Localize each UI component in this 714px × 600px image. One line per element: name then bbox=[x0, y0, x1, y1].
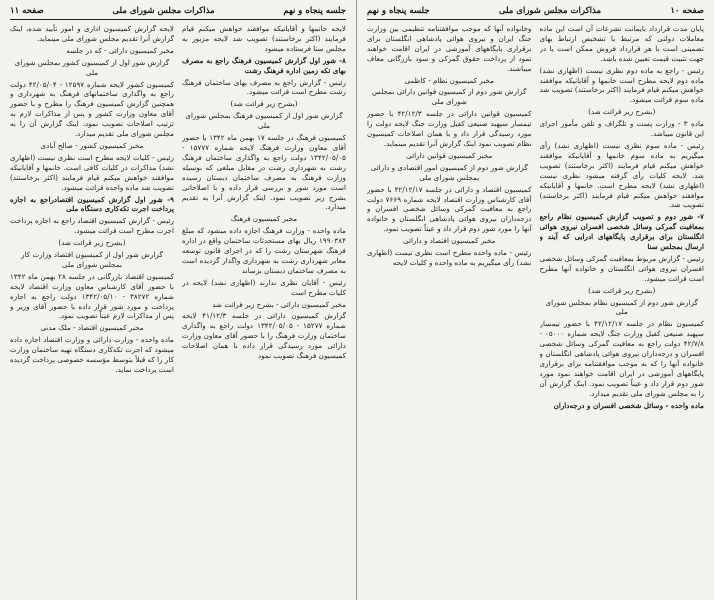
centered-line: مخبر کمیسیون کشور - صالح آبادی bbox=[40, 140, 144, 150]
right-page-header bbox=[367, 6, 704, 20]
centered-line: مخبر کمیسیون فرهنگ bbox=[230, 214, 298, 224]
paragraph: وخانواده آنها که موجب موافقتنامه تنظیمی بین وزارت جنگ ایران و نیروی هوائی پادشاهی انگلستان برای برقراری پایگاههای آموزشی در ایران اقامت خواهند نمود از پرداخت حقوق گمرکی و سود بازرگانی معاف میباشند. bbox=[367, 24, 532, 73]
centered-line: (بشرح زیر قرائت شد) bbox=[588, 107, 656, 117]
centered-line: مخبر کمیسیون اقتصاد - ملک مدنی bbox=[40, 323, 144, 333]
centered-line: (بشرح زیر قرائت شد) bbox=[58, 238, 126, 248]
centered-line: گزارش شور اول از کمیسیون فرهنگ بمجلس شورای ملی bbox=[185, 111, 343, 131]
left-page-right-column bbox=[182, 24, 346, 589]
paragraph: ماده واحده - وزارت دارائی و وزارت اقتصاد اجازه داده میشود که اجرت تکه‌کاری دستگاه تهیه ساختمان وزارت کار را که قبلاً بتوسط مؤسسه خصوصی پرداخت گردیده است پرداخت نماید. bbox=[10, 335, 174, 374]
left-page-header bbox=[10, 6, 346, 20]
paragraph: ماده ۳ - وزارت پست و تلگراف و تلفن مأمور اجرای این قانون میباشد. bbox=[539, 119, 704, 139]
section-heading: ماده واحده - وسائل شخصی افسران و درجه‌داران bbox=[553, 400, 704, 410]
centered-line: گزارش شور اول از کمیسیون اقتصاد وزارت کار بمجلس شورای ملی bbox=[21, 250, 163, 269]
centered-line: (بشرح زیر قرائت شد) bbox=[230, 99, 298, 109]
paragraph: رئیس - کلیات لایحه مطرح است نظری نیست (اظهاری نشد) مذاکرات در کلیات کافی است. خانمها و آقایانیکه موافقند خواهش میکنم قیام فرمایند (اکثر برخاستند) تصویب شد ماده واحده قرائت میشود. bbox=[10, 152, 174, 192]
left-page-number: صفحه ۱۱ bbox=[10, 6, 44, 16]
paragraph: رئیس - گزارش راجع به مصرف بهای ساختمان فرهنگ رشت مطرح است قرائت میشود. bbox=[182, 77, 346, 97]
right-session-title: جلسه پنجاه و نهم bbox=[367, 6, 430, 16]
centered-line: گزارش شور دوم از کمیسیون امور اقتصادی و دارائی بمجلس شورای ملی bbox=[370, 162, 528, 182]
paragraph: کمیسیون اقتصاد و دارائی در جلسه ۴۲/۱۲/۱۷ با حضور آقای کارشناس وزارت اقتصاد لایحه شماره ۷۶۶۹ دولت راجع به معافیت گمرکی وسائل شخصی افسران و درجه‌داران نیروی هوائی پادشاهی انگلستان و خانواده آنها را مورد شور دوم قرار داد و عیناً تصویب نمود. bbox=[367, 184, 532, 234]
paragraph: لایحه خانمها و آقایانیکه موافقند خواهش میکنم قیام فرمایند (اکثر برخاستند) تصویب شد لایحه مزبور به مجلس سنا فرستاده میشود bbox=[182, 24, 346, 53]
paragraph: رئیس - ماده واحده مطرح است نظری نیست (اظهاری نشد) رأی میگیریم به ماده واحده و کلیات لایحه bbox=[367, 248, 532, 267]
section-heading: ۷- شور دوم و تصویب گزارش کمیسیون نظام راجع بمعافیت گمرکی وسائل شخصی افسران نیروی هوائی انگلستان برای برقراری پایگاههای ادرایی که آیند و ارسال بمجلس سنا bbox=[539, 212, 704, 252]
left-page-left-column bbox=[10, 24, 174, 589]
paragraph: رئیس - راجع به ماده دوم نظری نیست (اظهاری نشد) ماده دوم لایحه مطرح است خانمها و آقایانیکه موافقند خواهش میکنم قیام فرمایند (اکثر برخاستند) تصویب شد ماده سوم قرائت میشود. bbox=[539, 65, 704, 105]
paragraph: رئیس - گزارش کمیسیون اقتصاد راجع به اجازه پرداخت اجرت مطرح است قرائت میشود. bbox=[10, 216, 174, 236]
paragraph: گزارش کمیسیون دارائی در جلسه ۴۱/۱۲/۳ لایحه شماره ۱۵۲۷۷ - ۱۳۴۲/۰۵/۰۵ دولت راجع به واگذاری ساختمان وزارت فرهنگ را با حضور آقای معاون وزارت دارائی مورد رسیدگی قرار داده با همان اصلاحات کمیسیون فرهنگ تصویب نمود bbox=[182, 311, 346, 361]
left-page-columns bbox=[10, 24, 346, 589]
centered-line: گزارش شور دوم از کمیسیون نظام بمجلس شورای ملی bbox=[545, 297, 698, 317]
right-page bbox=[357, 0, 714, 600]
paragraph: رئیس - آقایان نظری ندارند (اظهاری نشد) لایحه در کلیات مطرح است bbox=[182, 277, 346, 297]
right-page-number: صفحه ۱۰ bbox=[670, 6, 704, 16]
centered-line: مخبر کمیسیون اقتصاد و دارائی bbox=[403, 236, 496, 246]
paragraph: کمیسیون اقتصاد بازرگانی در جلسه ۲۸ بهمن ماه ۱۳۴۲ با حضور آقای کارشناس معاون وزارت اقتصاد لایحه شماره ۳۸۲۷۲ - ۱۳۴۲/۰۵/۱۰ دولت راجع به اجازه پرداخت و مورد شور قرار داده با حضور آقای وزیر و پس از مذاکرات لازم عیناً تصویب نمود. bbox=[10, 271, 174, 321]
left-source-title: مذاکرات مجلس شورای ملی bbox=[112, 6, 215, 16]
paragraph: ماده واحده - وزارت فرهنگ اجازه داده میشود که مبلغ ۱۹۹۰۳۸۴ ریال بهای مستحدثات ساختمان واقع در اداره فرهنگ شهرستان رشت را که در اجرای قانون توسعه معابر شهرداری رشت به شهرداری واگذار گردیده است به مصرف ساختمان دبستان برساند bbox=[182, 226, 346, 275]
centered-line: مخبر کمیسیون قوانین دارائی bbox=[406, 150, 493, 160]
right-source-title: مذاکرات مجلس شورای ملی bbox=[498, 6, 602, 16]
paragraph: کمیسیون فرهنگ در جلسه ۱۷ بهمن ماه ۱۳۴۲ با حضور آقای معاون وزارت فرهنگ لایحه شماره ۱۵۷۷۷ - ۱۳۴۲/۰۵/۰۵ دولت راجع به واگذاری ساختمان فرهنگ رشت به شهرداری رشت در مقابل مبلغی که بوسیله وزارت فرهنگ به مصرف ساختمان دبستان رسیده است مورد شور و بررسی قرار داده و با اصلاحاتی بشرح زیر تصویب نمود. اینک گزارش آنرا به تقدیم میدارد. bbox=[182, 133, 346, 212]
section-heading: ۹- شور اول گزارش کمیسیون اقتصادراجع به اجازه پرداخت اجرت تکه‌کاری دستگاه ملی bbox=[10, 194, 174, 214]
paragraph: کمیسیون نظام در جلسه ۴۲/۱۲/۱۷ با حضور تیمسار سپهبد صنیعی کفیل وزارت جنگ لایحه شماره ۰۵۰۰۰ - ۴۲/۷/۸ دولت راجع به معافیت گمرکی وسائل شخصی افسران و درجه‌داران نیروی هوائی پادشاهی انگلستان و خانواده آنها را که به موجب موافقتنامه برای برقراری پایگاههای آموزشی در ایران اقامت خواهند نمود مورد شور دوم قرار داد و عیناً تصویب نمود. اینک گزارش آن را به مجلس شورای ملی تقدیم میدارد. bbox=[539, 319, 704, 398]
right-page-left-column bbox=[367, 24, 532, 589]
paragraph: مخبر کمیسیون دارائی - بشرح زیر قرائت شد bbox=[212, 299, 346, 309]
paragraph: رئیس - ماده سوم نظری نیست (اظهاری نشد) رأی میگیریم به ماده سوم خانمها و آقایانیکه موافقند خواهش میکنم قیام فرمایند (اکثر برخاستند) تصویب شد. لایحه کلیات رأی گرفته میشود نظری نیست (اظهاری نشد) لایحه مطرح است. خانمها و آقایانیکه موافقند خواهش میکنم قیام فرمایند (اکثر برخاستند) تصویب شد. bbox=[539, 140, 704, 210]
centered-line: (بشرح زیر قرائت شد) bbox=[588, 285, 656, 295]
right-page-right-column bbox=[540, 24, 705, 589]
paragraph: رئیس - گزارش مربوط بمعافیت گمرکی وسائل شخصی افسران نیروی هوائی انگلستان و خانواده آنها مطرح است قرائت میشود. bbox=[539, 253, 704, 283]
section-heading: ۸- شور اول گزارش کمیسیون فرهنگ راجع به مصرف بهای تکه زمین اداره فرهنگ رشت bbox=[182, 55, 346, 75]
right-page-columns bbox=[367, 24, 704, 589]
paragraph: مخبر کمیسیون دارائی - که در جلسه bbox=[66, 45, 174, 55]
paragraph: کمیسیون قوانین دارائی در جلسه ۴۲/۱۲/۳ با حضور تیمسار سپهبد صنیعی کفیل وزارت جنگ لایحه دولت را مورد رسیدگی قرار داد و با همان اصلاحات کمیسیون نظام تصویب نمود اینک گزارش آنرا تقدیم مینماید. bbox=[367, 109, 532, 148]
paragraph: کمیسیون کشور لایحه شماره ۱۲۵۹۷ - ۴۲/۰۵/۰۴ دولت راجع به واگذاری ساختمانهای فرهنگ به شهرداری و همچنین گزارش کمیسیون فرهنگ را مطرح و با حضور آقای معاون وزارت کشور و پس از مذاکرات لازم به ترتیب اصلاحات تصویب نمود، اینک گزارش آن را به مجلس شورای ملی تقدیم میدارد. bbox=[10, 79, 174, 139]
paragraph: پایان مدت قرارداد بایمانت نشرعات آن است این ماده معاملات دولتی که مرتبط با تشخیص ارتباط بهای تضمینی است با هر قرارداد فروش ممکن است یا در جهت تثبیت قیمت تعیین شده باشد. bbox=[539, 24, 704, 63]
left-session-title: جلسه پنجاه و نهم bbox=[283, 6, 346, 16]
centered-line: گزارش شور دوم از کمیسیون قوانین دارائی بمجلس شورای ملی bbox=[371, 87, 527, 107]
centered-line: مخبر کمیسیون نظام - کاظمی bbox=[404, 75, 495, 85]
centered-line: گزارش شور اول از کمیسیون کشور بمجلس شورای ملی bbox=[14, 57, 170, 77]
paragraph: لایحه گزارش کمیسیون اداری و امور تأیید شده، اینک گزارش آنرا تقدیم مجلس شورای ملی مینماید. bbox=[10, 24, 174, 43]
